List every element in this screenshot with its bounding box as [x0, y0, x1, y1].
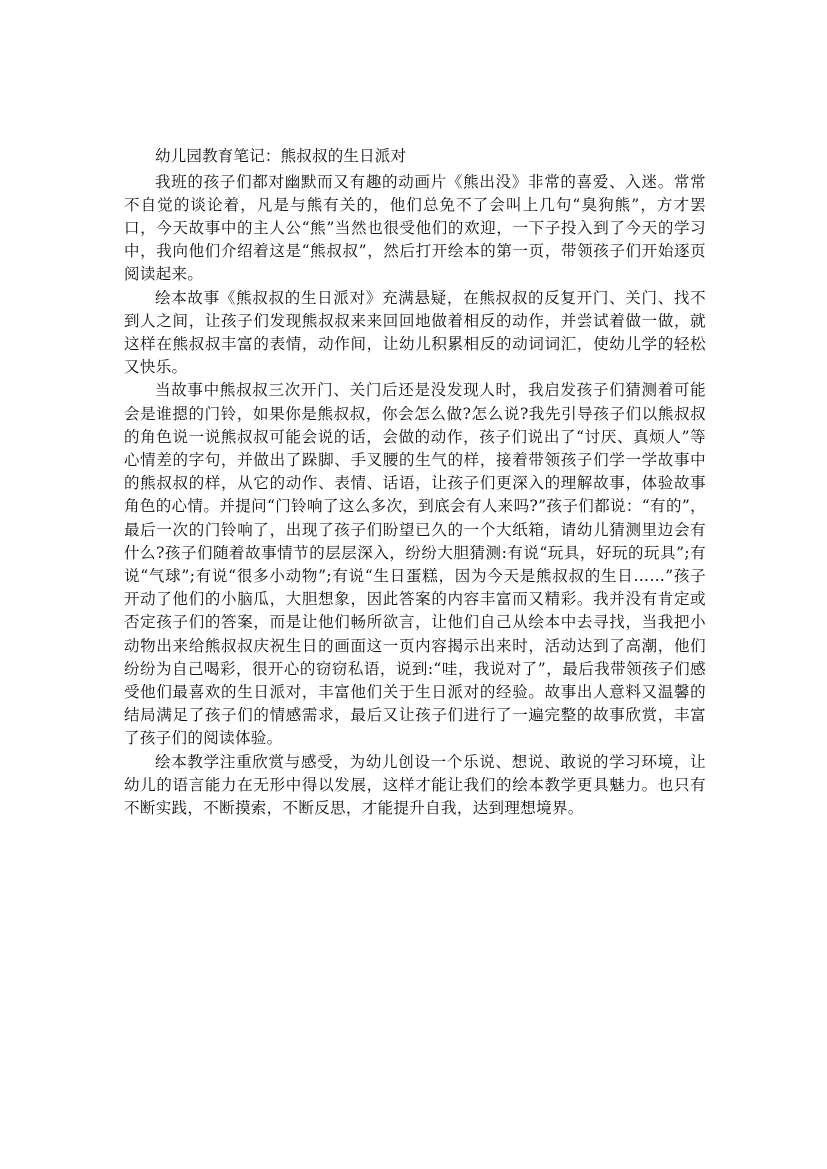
paragraph-conclusion: 绘本教学注重欣赏与感受，为幼儿创设一个乐说、想说、敢说的学习环境，让幼儿的语言能力在无形中得以发展，这样才能让我们的绘本教学更具魅力。也只有不断实践，不断摸索，不断反思，才能提升自我，达到理想境界。 — [124, 752, 706, 817]
paragraph-intro: 我班的孩子们都对幽默而又有趣的动画片《熊出没》非常的喜爱、入迷。常常不自觉的谈论着，凡是与熊有关的，他们总免不了会叫上几句“臭狗熊”，方才罢口，今天故事中的主人公“熊”当然也很受他们的欢迎，一下子投入到了今天的学习中，我向他们介绍着这是“熊叔叔”，然后打开绘本的第一页，带领孩子们开始逐页阅读起来。 — [124, 172, 706, 284]
document-page — [124, 145, 706, 820]
paragraph-story-process: 当故事中熊叔叔三次开门、关门后还是没发现人时，我启发孩子们猜测着可能会是谁摁的门铃，如果你是熊叔叔，你会怎么做?怎么说?我先引导孩子们以熊叔叔的角色说一说熊叔叔可能会说的话，会做的动作，孩子们说出了“讨厌、真烦人”等心情差的字句，并做出了跺脚、手叉腰的生气的样，接着带领孩子们学一学故事中的熊叔叔的样，从它的动作、表情、话语，让孩子们更深入的理解故事，体验故事角色的心情。并提问“门铃响了这么多次，到底会有人来吗?”孩子们都说：“有的”，最后一次的门铃响了，出现了孩子们盼望已久的一个大纸箱，请幼儿猜测里边会有什么?孩子们随着故事情节的层层深入，纷纷大胆猜测:有说“玩具，好玩的玩具”;有说“气球”;有说“很多小动物”;有说“生日蛋糕，因为今天是熊叔叔的生日……”孩子开动了他们的小脑瓜，大胆想象，因此答案的内容丰富而又精彩。我并没有肯定或否定孩子们的答案，而是让他们畅所欲言，让他们自己从绘本中去寻找，当我把小动物出来给熊叔叔庆祝生日的画面这一页内容揭示出来时，活动达到了高潮，他们纷纷为自己喝彩，很开心的窃窃私语，说到:“哇，我说对了”，最后我带领孩子们感受他们最喜欢的生日派对，丰富他们关于生日派对的经验。故事出人意料又温馨的结局满足了孩子们的情感需求，最后又让孩子们进行了一遍完整的故事欣赏，丰富了孩子们的阅读体验。 — [124, 381, 706, 748]
document-title: 幼儿园教育笔记：熊叔叔的生日派对 — [155, 147, 407, 165]
paragraph-story-overview: 绘本故事《熊叔叔的生日派对》充满悬疑，在熊叔叔的反复开门、关门、找不到人之间，让孩子们发现熊叔叔来来回回地做着相反的动作，并尝试着做一做，就这样在熊叔叔丰富的表情，动作间，让幼儿积累相反的动词词汇，使幼儿学的轻松又快乐。 — [124, 288, 706, 377]
